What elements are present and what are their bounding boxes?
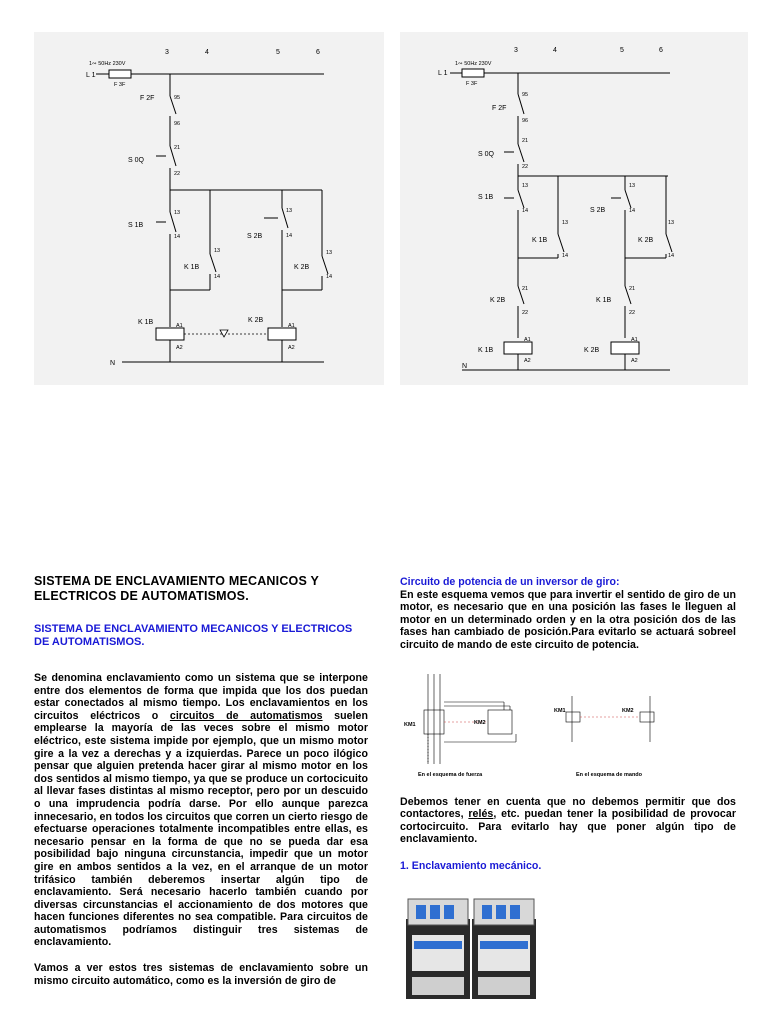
k1b-coil <box>156 328 184 340</box>
s2b-label: S 2B <box>247 233 263 240</box>
svg-text:14: 14 <box>214 274 221 280</box>
s2b-label: S 2B <box>590 207 606 214</box>
inverter-figure <box>400 672 736 782</box>
k1b-coil-label: K 1B <box>138 319 154 326</box>
neutral-label: N <box>110 360 116 367</box>
contactor-photo <box>400 885 736 1030</box>
svg-text:14: 14 <box>174 234 181 240</box>
diagram-right-panel <box>400 32 748 385</box>
column-label: 4 <box>553 47 557 54</box>
column-label: 6 <box>659 47 663 54</box>
mechanical-interlock-symbol <box>220 330 228 337</box>
svg-text:14: 14 <box>326 274 333 280</box>
fuse-symbol <box>462 69 484 77</box>
svg-text:95: 95 <box>522 92 529 98</box>
fuse-label: F 3F <box>466 81 478 87</box>
svg-text:A2: A2 <box>524 358 531 364</box>
phase-label: 1∾ 50Hz 230V <box>455 61 492 67</box>
left-text-column <box>34 560 368 987</box>
fuse-symbol <box>109 70 131 78</box>
svg-text:96: 96 <box>522 118 529 124</box>
svg-text:A1: A1 <box>176 323 183 329</box>
svg-text:21: 21 <box>174 145 181 151</box>
svg-text:13: 13 <box>668 220 675 226</box>
k1b-contact-label: K 1B <box>184 264 200 271</box>
column-label: 5 <box>620 47 624 54</box>
column-label: 4 <box>205 49 209 56</box>
k1b-coil <box>504 342 532 354</box>
svg-text:13: 13 <box>326 250 333 256</box>
phase-label: 1∾ 50Hz 230V <box>89 61 126 67</box>
k2b-coil-label: K 2B <box>584 347 600 354</box>
svg-text:21: 21 <box>522 138 529 144</box>
km2-label: KM2 <box>474 719 486 726</box>
svg-text:22: 22 <box>629 310 636 316</box>
svg-text:22: 22 <box>174 171 181 177</box>
svg-text:13: 13 <box>522 183 529 189</box>
diagram-left <box>34 32 384 385</box>
k2b-interlock-label: K 2B <box>490 297 506 304</box>
stop-label: S 0Q <box>128 157 144 164</box>
k2b-coil-label: K 2B <box>248 317 264 324</box>
svg-text:95: 95 <box>174 95 181 101</box>
svg-text:13: 13 <box>562 220 569 226</box>
section-heading-power-circuit: Circuito de potencia de un inversor de giro: <box>400 576 620 588</box>
svg-text:A1: A1 <box>288 323 295 329</box>
thermal-label: F 2F <box>492 105 507 112</box>
stop-label: S 0Q <box>478 151 494 158</box>
svg-text:13: 13 <box>214 248 221 254</box>
svg-text:14: 14 <box>522 208 529 214</box>
caption-power: En el esquema de fuerza <box>418 771 483 778</box>
k2b-contact-label: K 2B <box>638 237 654 244</box>
svg-text:A1: A1 <box>631 337 638 343</box>
automatismos-link[interactable]: circuitos de automatismos <box>169 709 323 722</box>
page-title: SISTEMA DE ENCLAVAMIENTO MECANICOS Y ELECTRICOS DE AUTOMATISMOS. <box>34 574 319 603</box>
right-text-column <box>400 576 736 1030</box>
svg-text:14: 14 <box>668 253 675 259</box>
svg-text:13: 13 <box>174 210 181 216</box>
column-label: 5 <box>276 49 280 56</box>
svg-text:14: 14 <box>629 208 636 214</box>
thermal-label: F 2F <box>140 95 155 102</box>
power-circuit-paragraph: En este esquema vemos que para invertir el sentido de giro de un motor, es necesario que en una posición las fases le lleguen al motor en un determinado orden y en la otra posición dos de las fases han cambiado de posición.Para evitarlo se actuará sobreel circuito de mando de este circuito de potencia. <box>400 588 736 651</box>
svg-text:A2: A2 <box>631 358 638 364</box>
svg-text:96: 96 <box>174 121 181 127</box>
km2-label: KM2 <box>622 707 634 714</box>
k1b-coil-label: K 1B <box>478 347 494 354</box>
diagram-left-panel <box>34 32 384 385</box>
line-label: L 1 <box>86 72 96 79</box>
s1b-label: S 1B <box>478 194 494 201</box>
interlock-paragraph: Debemos tener en cuenta que no debemos permitir que dos contactores, relés, etc. puedan tener la posibilidad de provocar cortocircuito. Para evitarlo hay que poner algún tipo de enclavamiento. <box>400 795 736 846</box>
contactor-image <box>400 885 550 1025</box>
svg-text:14: 14 <box>286 233 293 239</box>
svg-text:A1: A1 <box>524 337 531 343</box>
svg-text:14: 14 <box>562 253 569 259</box>
k2b-contact-label: K 2B <box>294 264 310 271</box>
neutral-label: N <box>462 363 468 370</box>
inverter-schematic <box>400 672 736 782</box>
svg-text:21: 21 <box>629 286 636 292</box>
reles-link[interactable]: relés <box>468 808 494 821</box>
km1-label: KM1 <box>404 721 416 728</box>
caption-control: En el esquema de mando <box>576 771 643 778</box>
line-label: L 1 <box>438 70 448 77</box>
s1b-label: S 1B <box>128 222 144 229</box>
section-mechanical-interlock: 1. Enclavamiento mecánico. <box>400 859 542 872</box>
k2b-coil <box>268 328 296 340</box>
svg-text:13: 13 <box>629 183 636 189</box>
km1-label: KM1 <box>554 707 566 714</box>
svg-text:22: 22 <box>522 164 529 170</box>
page-subtitle: SISTEMA DE ENCLAVAMIENTO MECANICOS Y ELECTRICOS DE AUTOMATISMOS. <box>34 623 353 648</box>
k1b-contact-label: K 1B <box>532 237 548 244</box>
svg-text:21: 21 <box>522 286 529 292</box>
intro-paragraph: Se denomina enclavamiento como un sistema que se interpone entre dos elementos de forma que impida que los dos puedan estar conectados al mismo tiempo. Los enclavamientos en los circuitos eléctricos o circuitos de automatismos suelen emplearse la mayoría de las veces sobre el mismo motor eléctrico, este sistema impide por ejemplo, que un mismo motor gire a la vez a derechas y a izquierdas. Parece un poco ilógico pensar que alguien pretenda hacer girar al mismo motor en los dos sentidos al mismo tiempo, ya que se produce un cortocicuito al llevar fases distintas al mismo receptor, pero por un descuido o una imprudencia podría darse. Por ello aunque parezca innecesario, en todos los circuitos que corren un cierto riesgo de efectuarse operaciones totalmente incompatibles entre ellas, es necesario pensar en la forma de que no se pueda dar esa posibilidad bajo ninguna circunstancia, impedir que un motor gire en ambos sentidos a la vez, en el arranque de un motor trifásico también deberemos insertar algún tipo de enclavamiento. Será necesario hacerlo también cuando por diversas circunstancias el accionamiento de dos motores que hacen funciones diferentes no sea compatible. Para circuitos de automatismos podríamos distinguir tres sistemas de enclavamiento. <box>34 672 368 949</box>
column-label: 3 <box>165 49 169 56</box>
k2b-coil <box>611 342 639 354</box>
svg-text:22: 22 <box>522 310 529 316</box>
svg-text:A2: A2 <box>176 345 183 351</box>
diagram-right <box>400 32 748 385</box>
column-label: 3 <box>514 47 518 54</box>
svg-text:13: 13 <box>286 208 293 214</box>
column-label: 6 <box>316 49 320 56</box>
fuse-label: F 3F <box>114 82 126 88</box>
k1b-interlock-label: K 1B <box>596 297 612 304</box>
second-paragraph: Vamos a ver estos tres sistemas de enclavamiento sobre un mismo circuito automático, como es la inversión de giro de <box>34 962 368 987</box>
svg-text:A2: A2 <box>288 345 295 351</box>
